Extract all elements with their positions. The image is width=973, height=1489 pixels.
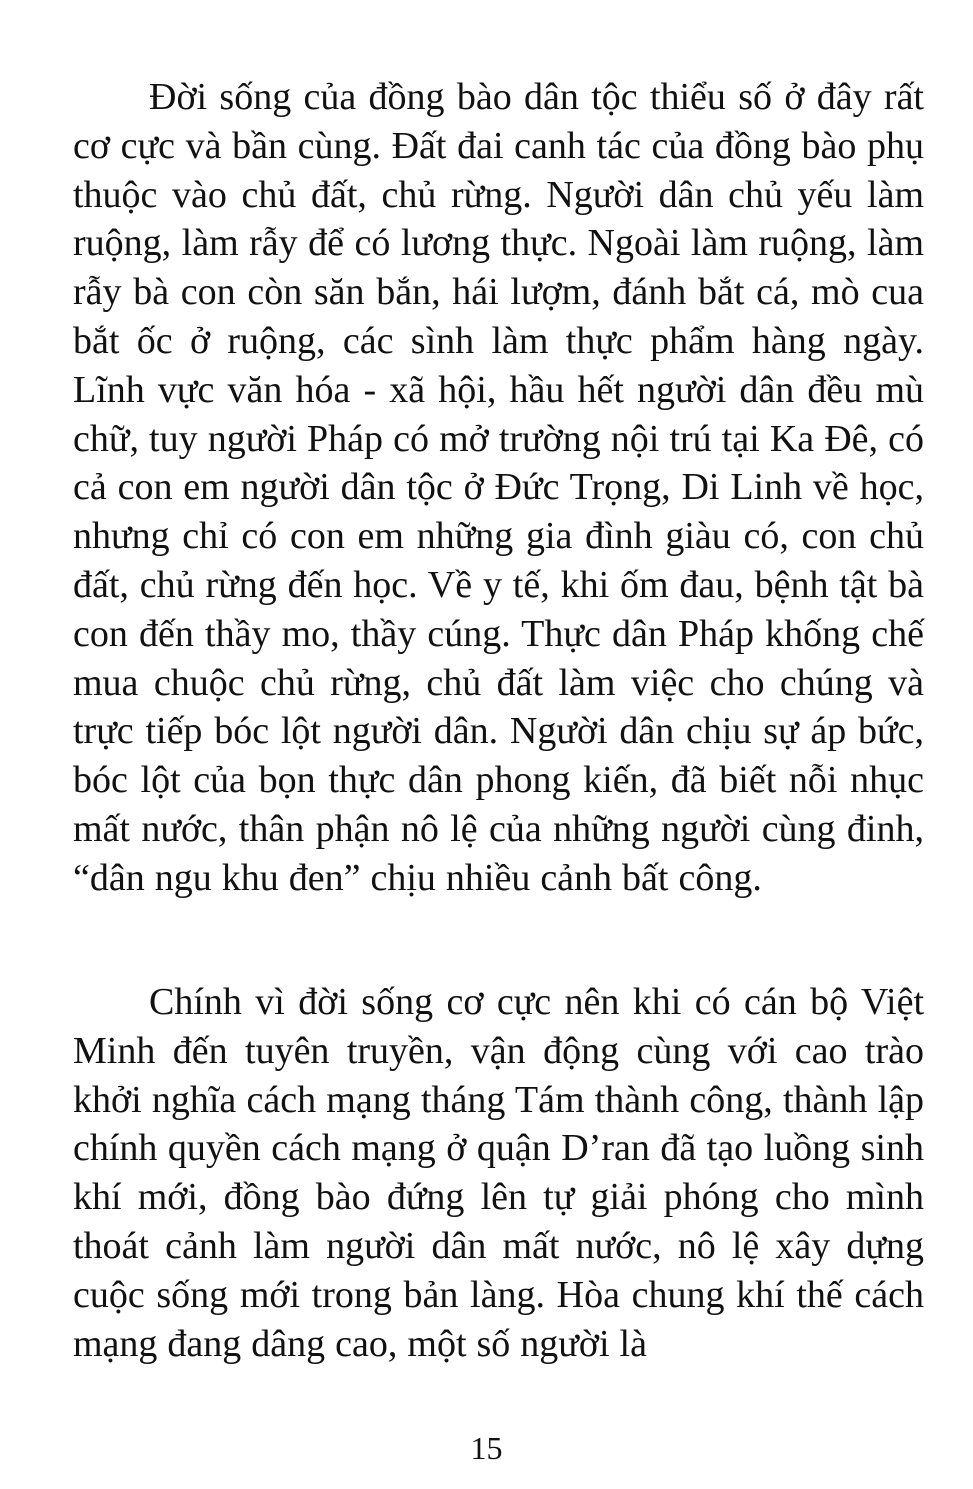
paragraph-1: Đời sống của đồng bào dân tộc thiểu số ở đây rất cơ cực và bần cùng. Đất đai canh tác của đồng bào phụ thuộc vào chủ đất, chủ rừng. Người dân chủ yếu làm ruộng, làm rẫy để có lương thực. Ngoài làm ruộng, làm rẫy bà con còn săn bắn, hái lượm, đánh bắt cá, mò cua bắt ốc ở ruộng, các sình làm thực phẩm hàng ngày. Lĩnh vực văn hóa - xã hội, hầu hết người dân đều mù chữ, tuy người Pháp có mở trường nội trú tại Ka Đê, có cả con em người dân tộc ở Đức Trọng, Di Linh về học, nhưng chỉ có con em những gia đình giàu có, con chủ đất, chủ rừng đến học. Về y tế, khi ốm đau, bệnh tật bà con đến thầy mo, thầy cúng. Thực dân Pháp khống chế mua chuộc chủ rừng, chủ đất làm việc cho chúng và trực tiếp bóc lột người dân. Người dân chịu sự áp bức, bóc lột của bọn thực dân phong kiến, đã biết nỗi nhục mất nước, thân phận nô lệ của những người cùng đinh, “dân ngu khu đen” chịu nhiều cảnh bất công. (73, 76, 924, 899)
paragraph-2: Chính vì đời sống cơ cực nên khi có cán bộ Việt Minh đến tuyên truyền, vận động cùng với cao trào khởi nghĩa cách mạng tháng Tám thành công, thành lập chính quyền cách mạng ở quận D’ran đã tạo luồng sinh khí mới, đồng bào đứng lên tự giải phóng cho mình thoát cảnh làm người dân mất nước, nô lệ xây dựng cuộc sống mới trong bản làng. Hòa chung khí thế cách mạng đang dâng cao, một số người là (73, 981, 924, 1365)
page-number: 15 (470, 1430, 503, 1466)
